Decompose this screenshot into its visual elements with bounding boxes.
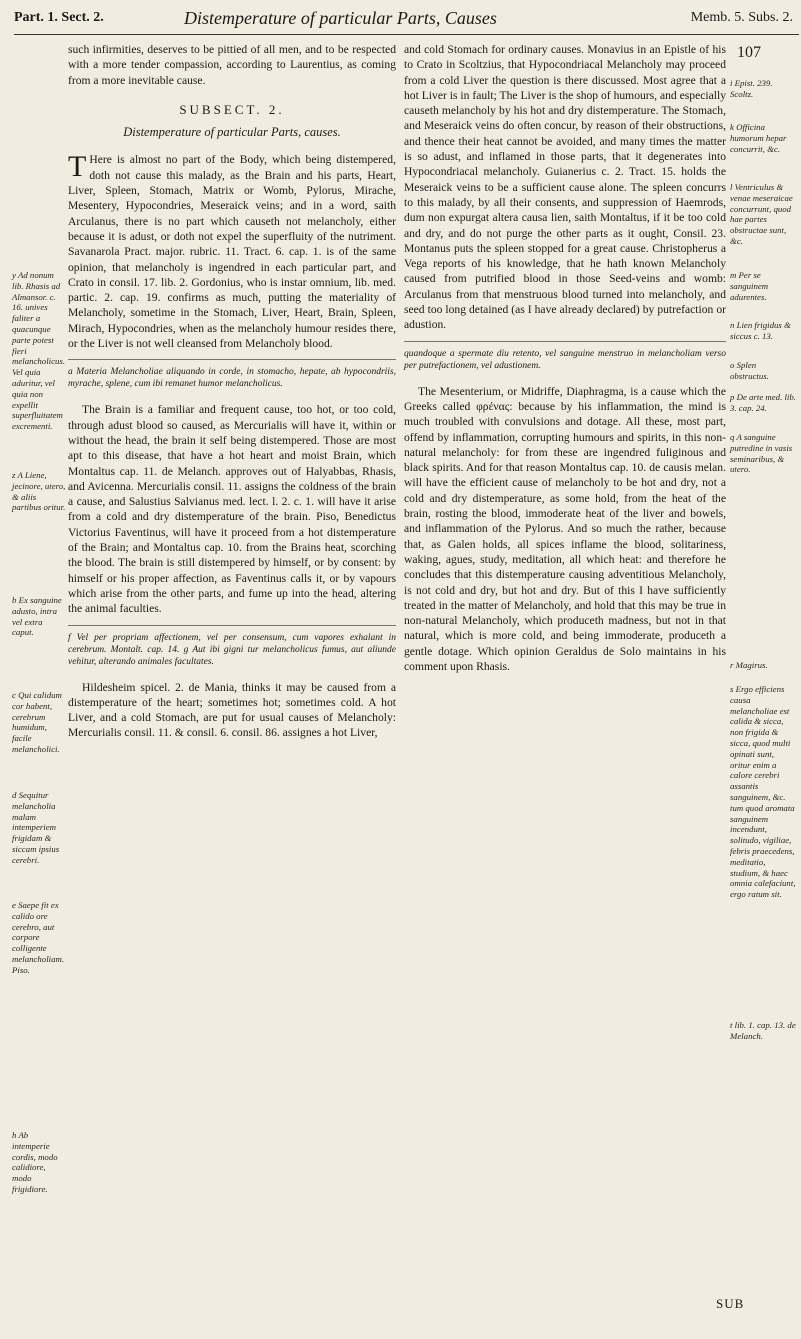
marginal-note: i Epist. 239. Scoltz. [730,78,773,99]
marginal-note: t lib. 1. cap. 13. de Melanch. [730,1020,796,1041]
footnote-rule [68,625,396,626]
right-column [404,42,726,680]
marginal-note: o Splen obstructus. [730,360,769,381]
subsection-heading: SUBSECT. 2. [179,101,285,117]
marginal-note: c Qui calidum cor habent, cerebrum humidum, facile melancholici. [12,690,62,754]
marginal-note: m Per se sanguinem adurentes. [730,270,769,302]
marginal-note: n Lien frigidus & siccus c. 13. [730,320,791,341]
marginal-note: s Ergo efficiens causa melancholiae est calida & sicca, non frigida & sicca, quod multi opinati sunt, oritur enim a calore cerebri assantis sanguinem, &c. tum quod aromata sanguinem incendunt, solitudo, vigiliae, febris praecedens, meditatio, studium, & haec omnia calefaciunt, ergo ratum sit. [730,684,796,900]
marginal-note: b Ex sanguine adusto, intra vel extra caput. [12,595,62,638]
marginal-note: y Ad nonum lib. Rhasis ad Almansor. c. 16. unives faliter a quacunque parte potest fieri melancholicus. Vel quia aduritur, vel quia non expellit superfluitatem excrementi. [12,270,66,432]
member-subsection-label: Memb. 5. Subs. 2. [690,10,793,25]
footnote: f Vel per propriam affectionem, vel per consensum, cum vapores exhalant in cerebrum. Montalt. cap. 14. g Aut ibi gigni tur melancholicus fumus, aut aliunde vehitur, alterando animales facultates. [68,632,396,667]
paragraph [68,152,396,351]
marginal-note: r Magirus. [730,660,768,670]
part-section-label: Part. 1. Sect. 2. [14,10,104,25]
left-column [68,42,396,747]
paragraph-text: Here is almost no part of the Body, which being distempered, doth not cause this malady, as the Brain and his parts, Heart, Liver, Spleen, Stomach, Matrix or Womb, Pylorus, Mirache, Mesentery, Hypocondries, Meseraick veins; and in a word, saith Arculanus, there is no part which causeth not melancholy, either because it is adust, or doth not expel the superfluity of the nutriment. Savanarola Pract. major. rubric. 11. Tract. 6. cap. 1. is of the same opinion, that melancholy is ingendred in each particular part, and Crato in consil. 17. lib. 2. Gordonius, who is instar omnium, lib. med. partic. 2. cap. 19. confirms as much, putting the materiality of Melancholy, sometime in the Stomach, Liver, Heart, Brain, Spleen, Mirach, Hypocondries, when as the melancholy humour resides there, or the Liver is not well cleansed from Melancholy blood. [68,153,396,351]
running-title: Distemperature of particular Parts, Causes [184,8,497,28]
marginal-note: h Ab intemperie cordis, modo calidiore, modo frigidiore. [12,1130,58,1194]
footnote: quandoque a spermate diu retento, vel sanguine menstruo in melancholiam verso per putrefactionem, vel adustionem. [404,348,726,371]
catchword: SUB [716,1296,745,1311]
paragraph: The Mesenterium, or Midriffe, Diaphragma, is a cause which the Greeks called φρένας: because by his inflammation, the mind is much troubled with convulsions and dotage. All these, most part, offend by inflammation, corrupting humours and spirits, in this non-natural melancholy: for from these are ingendred fuliginous and black spirits. And for that reason Montaltus cap. 10. de causis melan. will have the efficient cause of melancholy to be hot and dry, not a cold and dry distemperature, as some hold, from the heat of the brain, rosting the blood, immoderate heat of the liver and bowels, and inflammation of the Pylorus. And so much the rather, because that, as Galen holds, all spices inflame the blood, solitariness, waking, agues, study, meditation, all which heat: and therefore he concludes that this distemperature causing adventitious Melancholy, is not cold and dry, but hot and dry. But of this I have sufficiently treated in the matter of Melancholy, and hold that this may be true in non-natural Melancholy, which produceth madness, but not in that natural, which is more cold, and being immoderate, produceth a gentle dotage. Which opinion Geraldus de Solo maintains in his comment upon Rhasis. [404,384,726,673]
paragraph: and cold Stomach for ordinary causes. Monavius in an Epistle of his to Crato in Scoltzius, that Hypocondriacal Melancholy may proceed from a cold Liver the question is there discussed. Most agree that a hot Liver is in fault; The Liver is the shop of humours, and especially causeth melancholy by his hot and dry distemperature. The Stomach, and Meseraick veins do often concur, by reason of their obstructions, and thence their heat cannot be avoided, and many times the matter is so adust, and inflamed in those parts, that it degenerates into Hypocondriacal melancholy. Guianerius c. 2. Tract. 15. holds the Meseraick veins to be a sufficient cause alone. The spleen concurrs to this malady, by all their consents, and suppression of Haemrods, dum non expurgat altera causa lien, saith Montaltus, if it be too cold and dry, and do not purge the other parts as it ought, Consil. 23. Montanus puts the spleen stopped for a great cause. Christopherus a Vega reports of his knowledge, that he hath known Melancholy caused from putrified blood in those Seed-veins and womb: Arculanus from that menstruous blood turned into melancholy, and seed too long detained (as I have already declared) by putrefaction or adustion. [404,43,726,332]
marginal-note: e Saepe fit ex calido ore cerebro, aut corpore colligente melancholiam. Piso. [12,900,65,975]
paragraph: Hildesheim spicel. 2. de Mania, thinks it may be caused from a distemperature of the heart; sometimes hot; sometimes cold. A hot Liver, and a cold Stomach, are put for usual causes of Melancholy: Mercurialis consil. 11. & consil. 6. consil. 86. assignes a hot Liver, [68,680,396,740]
marginal-note: d Sequitur melancholia malam intemperiem frigidam & siccam ipsius cerebri. [12,790,60,865]
paragraph: such infirmities, deserves to be pittied of all men, and to be respected with a more tender compassion, according to Laurentius, as coming from a more inevitable cause. [68,43,396,87]
running-header [14,4,799,35]
marginal-note: p De arte med. lib. 3. cap. 24. [730,392,796,413]
drop-capital: T [68,150,87,184]
marginal-note: z A Liene, jecinore, utero, & aliis partibus oritur. [12,470,66,513]
footnote-rule [68,359,396,360]
footnote: a Materia Melancholiae aliquando in corde, in stomacho, hepate, ab hypocondriis, myrache, splene, cum ibi remanet humor melancholicus. [68,367,396,390]
marginal-note: l Ventriculus & venae meseraicae concurrunt, quod hae partes obstructae sunt, &c. [730,182,793,246]
subsection-title: Distemperature of particular Parts, causes. [123,125,341,140]
paragraph: The Brain is a familiar and frequent cause, too hot, or too cold, through adust blood so caused, as Mercurialis will have it, within or without the head, the brain it self being distempered. Those are most apt to this disease, that have a hot heart and moist Brain, which Montaltus cap. 11. de Melanch. approves out of Halyabbas, Rhasis, and Avicenna. Mercurialis consil. 11. assigns the coldness of the brain a cause, and Salustius Salvianus med. lect. l. 2. c. 1. will have it arise from a cold and dry distemperature of the brain. Piso, Benedictus Victorius Faventinus, will have it proceed from a hot distemperature of the Brain; and Montaltus cap. 10. from the Brains heat, scorching the blood. The brain is still distempered by himself, or by consent: by himself or his proper affection, as Faventinus calls it, or by vapours which arise from the other parts, and fume up into the head, altering the animal faculties. [68,403,396,616]
marginal-note: q A sanguine putredine in vasis seminaribus, & utero. [730,432,793,475]
page-number: 107 [737,44,761,61]
footnote-rule [404,341,726,342]
marginal-note: k Officina humorum hepar concurrit, &c. [730,122,787,154]
